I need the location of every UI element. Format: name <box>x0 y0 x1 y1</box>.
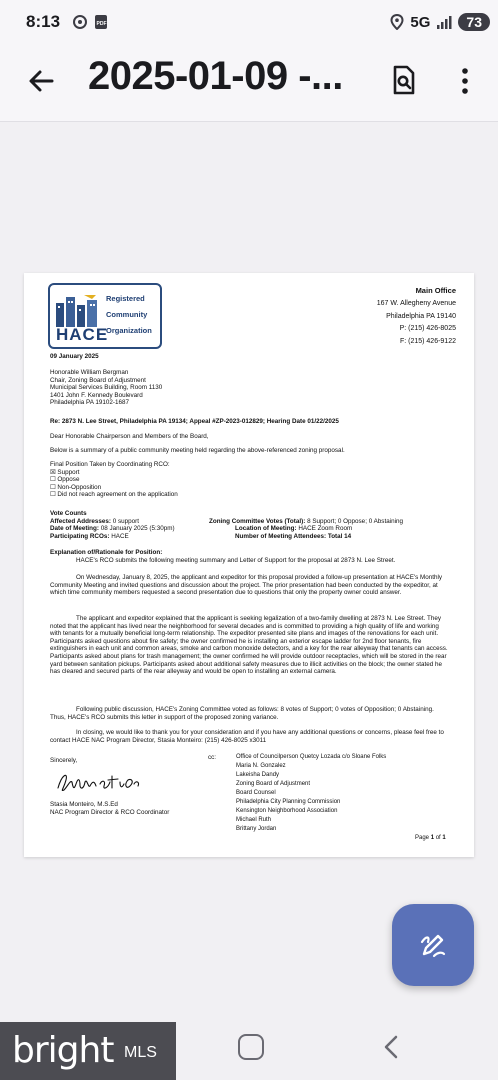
main-office-title: Main Office <box>415 286 456 295</box>
more-vert-icon[interactable] <box>455 66 475 96</box>
cc-item: Board Counsel <box>236 790 276 796</box>
status-right <box>390 11 490 33</box>
salutation: Dear Honorable Chairperson and Members of the Board, <box>50 433 209 440</box>
page-number <box>415 835 446 843</box>
vote-value: 0 support <box>111 517 140 525</box>
document-title: 2025-01-09 -... <box>88 54 343 98</box>
watermark-suffix: MLS <box>124 1044 157 1061</box>
signer-name: Stasia Monteiro, M.S.Ed <box>50 801 118 808</box>
vote-row-right <box>235 533 351 541</box>
main-office-line: F: (215) 426-9122 <box>399 338 456 346</box>
vote-counts-label: Vote Counts <box>50 510 87 517</box>
address-line: Honorable William Bergman <box>50 369 129 376</box>
find-in-page-icon[interactable] <box>388 64 420 96</box>
final-position-label: Final Position Taken by Coordinating RCO: <box>50 461 170 468</box>
vote-value: HACE <box>109 532 129 540</box>
main-office-line: 167 W. Allegheny Avenue <box>376 299 456 307</box>
address-line: Philadelphia PA 19102-1687 <box>50 399 130 407</box>
vote-label: Date of Meeting: <box>50 525 99 533</box>
pdf-page[interactable] <box>24 273 474 857</box>
cc-item: Maria N. Gonzalez <box>236 763 286 769</box>
intro-text: Below is a summary of a public community meeting held regarding the above-referenced zoning proposal. <box>50 447 345 454</box>
annotate-pen-icon <box>418 930 448 960</box>
main-office-block <box>377 285 456 349</box>
logo-letters: HACE <box>56 325 109 344</box>
location-icon <box>390 14 404 30</box>
watermark-brand: bright <box>12 1030 114 1071</box>
brightmls-watermark <box>0 1022 176 1080</box>
position-option: ☒ Support <box>50 468 80 476</box>
signature-image <box>54 766 144 798</box>
vote-value: 08 January 2025 (5:30pm) <box>98 525 175 533</box>
cc-item: Zoning Board of Adjustment <box>236 781 311 787</box>
status-time: 8:13 <box>26 12 61 31</box>
vote-row-right <box>235 525 352 533</box>
sync-icon <box>72 14 88 30</box>
page-label: Page <box>415 835 431 841</box>
page-total: 1 <box>442 835 446 841</box>
network-label: 5G <box>410 13 431 31</box>
app-bar <box>0 46 498 122</box>
cc-label: cc: <box>208 754 217 761</box>
vote-row-left <box>50 525 175 533</box>
logo-tagline-line: Registered <box>106 294 145 303</box>
position-option: ☐ Non-Opposition <box>50 483 102 491</box>
vote-value: 8 Support; 0 Oppose; 0 Abstaining <box>305 517 403 525</box>
position-option: ☐ Oppose <box>50 476 80 484</box>
vote-row-left <box>50 518 139 526</box>
position-option: ☐ Did not reach agreement on the application <box>50 491 178 499</box>
pdf-icon <box>94 14 108 30</box>
signal-icon <box>436 14 452 30</box>
vote-label: Location of Meeting: <box>235 525 297 533</box>
vote-value: HACE Zoom Room <box>296 525 353 533</box>
main-office-line: Philadelphia PA 19140 <box>386 312 456 320</box>
letter-date: 09 January 2025 <box>50 353 99 360</box>
vote-label: Affected Addresses: <box>50 517 112 525</box>
annotate-fab[interactable] <box>392 904 474 986</box>
cc-item: Michael Ruth <box>236 817 272 823</box>
vote-label: Participating RCOs: <box>50 532 110 540</box>
cc-item: Brittany Jordan <box>236 826 277 832</box>
status-bar <box>0 0 498 46</box>
paragraph: In closing, we would like to thank you for your consideration and if you have any additional questions or concerns, please feel free to contact HACE NAC Program Director, Stasia Monteiro: (215) 426-8025 x3011 <box>50 729 444 744</box>
svg-text:PDF: PDF <box>96 21 107 27</box>
signer-title: NAC Program Director & RCO Coordinator <box>50 808 170 816</box>
vote-label: Number of Meeting Attendees: Total 14 <box>235 532 352 540</box>
address-line: Municipal Services Building, Room 1130 <box>50 384 163 392</box>
paragraph: The applicant and expeditor explained that the applicant is seeking legalization of a two-family dwelling at 2873 N. Lee Street. They noted that the applicant has lived near the neighborhood for several decades and is committed to providing a high quality of life and working with tenants for a mutually beneficial long-term relationship. The expeditor presented site plans and images of the renovations for each unit. Participants asked questions about fire safety; the owner confirmed he is installing an exterior escape ladder for 2nd floor tenants, fire extinguishers in each unit and common areas, smoke and carbon monoxide detectors, and a key for the rear alleyway that tenants can access. Participants asked about plans for trash management; the owner confirmed he will provide outdoor receptacles, which will be stored in the rear yard between sanitation pickups. Participants asked about additional safety measures due to illicit activities on the block; the owner stated he has cleared and secured parts of the rear alleyway and would be open to installing an external camera. <box>50 615 448 676</box>
paragraph: On Wednesday, January 8, 2025, the applicant and expeditor for this proposal provided a follow-up presentation at HACE's Monthly Community Meeting and invited questions and discussion about the project. The prior presentation had been conducted by the expeditor, at which time community members requested a second presentation due to questions that only the property owner could answer. <box>50 574 443 597</box>
logo-tagline <box>106 291 162 339</box>
page-of: of <box>434 835 443 841</box>
cc-item: Kensington Neighborhood Association <box>236 808 338 814</box>
home-icon[interactable] <box>238 1034 264 1060</box>
address-line: Chair, Zoning Board of Adjustment <box>50 376 146 384</box>
page-current: 1 <box>430 835 435 841</box>
back-icon[interactable] <box>380 1034 402 1060</box>
vote-row-left <box>50 533 129 541</box>
explanation-label: Explanation of/Rationale for Position: <box>50 549 163 556</box>
address-line: 1401 John F. Kennedy Boulevard <box>50 391 143 399</box>
main-office-line: P: (215) 426-8025 <box>399 325 456 333</box>
cc-item: Office of Councilperson Quetcy Lozada c/o Sloane Folks <box>236 754 387 760</box>
cc-item: Lakeisha Dandy <box>236 772 280 778</box>
re-line: Re: 2873 N. Lee Street, Philadelphia PA 19134; Appeal #ZP-2023-012829; Hearing Date 01/22/2025 <box>50 418 339 425</box>
paragraph: Following public discussion, HACE's Zoning Committee voted as follows: 8 votes of Support; 0 votes of Opposition; 0 Abstaining. Thus, HACE's RCO submits this letter in support of the proposed zoning variance. <box>50 706 434 721</box>
battery-badge: 73 <box>458 13 490 31</box>
hace-logo <box>48 283 162 349</box>
logo-tagline-line: Organization <box>106 326 152 335</box>
paragraph: HACE's RCO submits the following meeting summary and Letter of Support for the proposal at 2873 N. Lee Street. <box>76 557 396 564</box>
cc-item: Philadelphia City Planning Commission <box>236 799 341 805</box>
vote-label: Zoning Committee Votes (Total): <box>209 517 306 525</box>
closing: Sincerely, <box>50 757 78 764</box>
logo-tagline-line: Community <box>106 310 148 319</box>
back-arrow-icon[interactable] <box>26 66 56 96</box>
vote-row-right <box>209 518 403 526</box>
